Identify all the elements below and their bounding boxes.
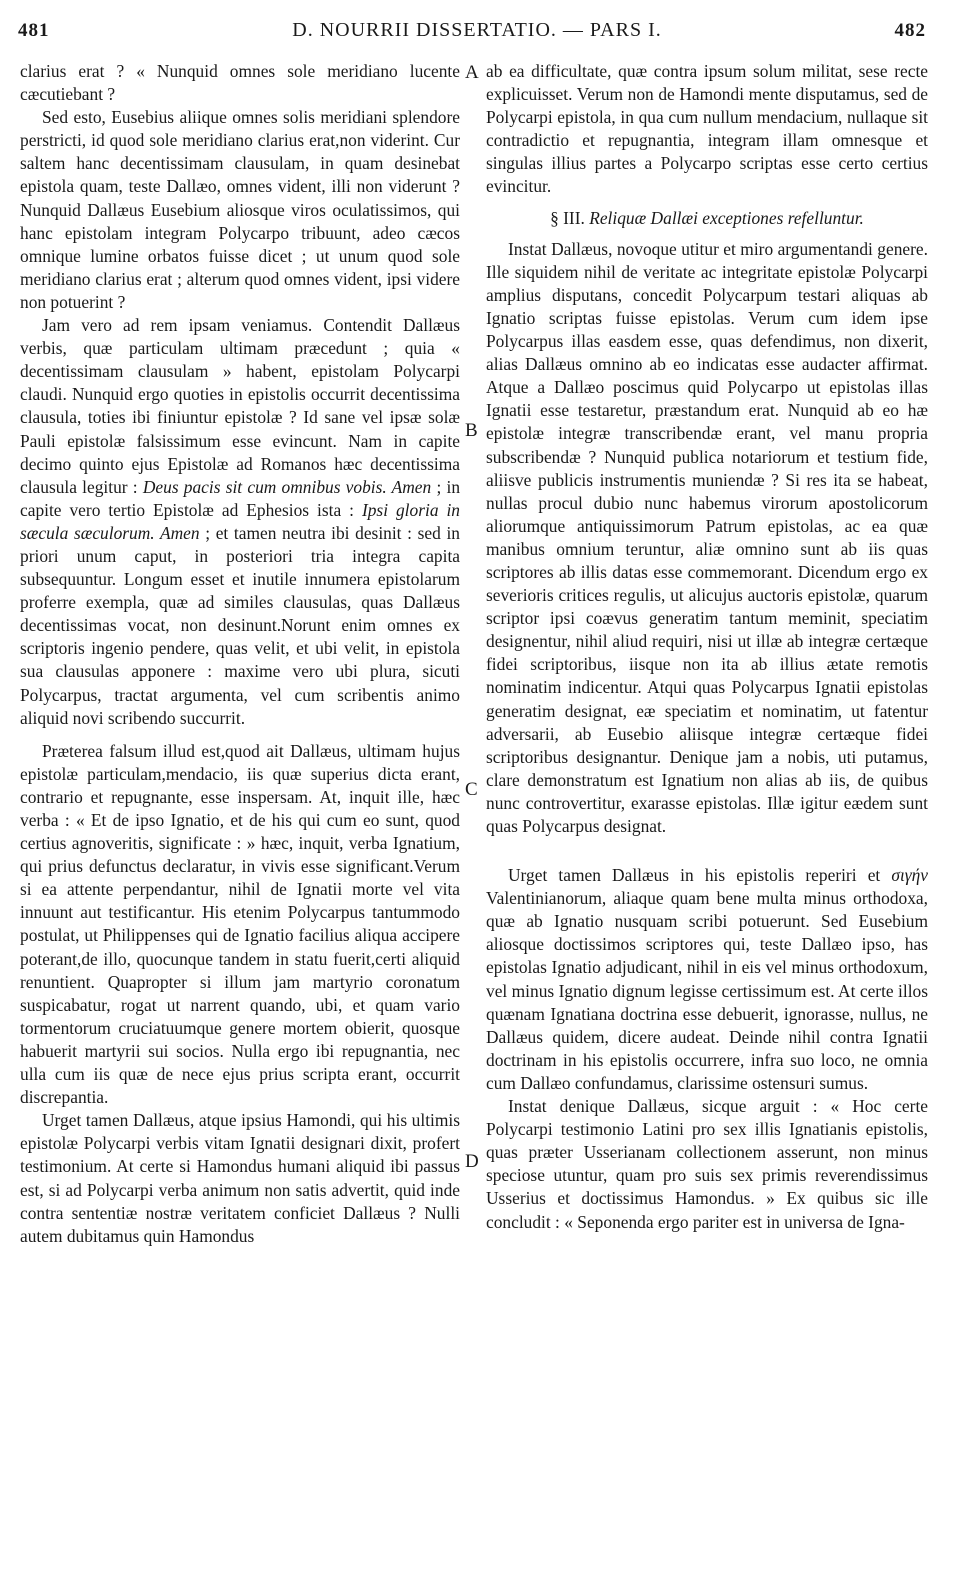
text-run: Valentinianorum, aliaque quam bene multa minus orthodoxa, quæ ab Ignatio nusquam scribi potuerunt. Sed Eusebium aliosque doctissimos scriptores qui, teste Dallæo ipso, has epistolas Ignatio adjudicant, nihil in eis vel minus orthodoxum, vel minus Ignatio dignum legisse certissimum est. At certe illos quænam Ignatiana doctrina esse debuerit, ignorasse, nullus, ne Dallæus quidem, dicere audeat. Deinde nihil contra Ignatii doctrinam in his epistolis occurrere, infra suo loco, ne omnia cum Dallæo confundamus, clarissime ostensuri sumus. xyxy=(486,888,928,1093)
page-header xyxy=(0,0,954,50)
margin-letter-b: B xyxy=(465,420,478,441)
margin-letter-d: D xyxy=(465,1151,479,1172)
right-column xyxy=(486,60,928,1234)
text-run: ; et tamen neutra ibi desinit : sed in priori unum caput, in posteriori tria integra capita subsequuntur. Longum esset et inutile innumera epistolarum proferre exempla, quæ ad similes clausulas, quas Dallæus decentissimas vocat, non desinunt.Norunt enim omnes ex scriptoris ingenio pendere, quas velit, et ubi velit, in epistola sua clausulas apponere : maxime vero ubi plura, sicuti Polycarpus, tractat argumenta, vel cum scribentis animo aliquid novi scribendo succurrit. xyxy=(20,522,461,728)
paragraph xyxy=(20,314,460,730)
paragraph: Instat Dallæus, novoque utitur et miro argumentandi genere. Ille siquidem nihil de veritate ac integritate epistolæ Polycarpi amplius disputans, concedit Polycarpum testari aliquas ab Ignatio scriptas fuisse epistolas. Verum cum idem ipse Polycarpus illas easdem esse, quas defendimus, non dixerit, alias Dallæus omnino ab eo indicatas esse audacter affirmat. Atque a Dallæo poscimus quid Polycarpo ut epistolas illas Ignatii esse testaretur, præstandum erat. Nunquid ab eo hæ epistolæ integræ transcribendæ erant, vel manu propria subscribendæ ? Nunquid publica notariorum et testium fide, aliisve publicis instrumentis muniendæ ? Si res ita se habeat, nullas procul dubio nunc habemus virorum apostolicorum aliorumque antiquissimorum Patrum epistolas, ac ea quæ manibus omnium teruntur, aliæ omnino sunt ab iis quas scriptores ab illis datas esse commemorant. Dicendum ergo ex severioris critices regulis, ut alicujus auctoris epistolæ, quarum scriptor ipsi coævus generatim tantum meminit, speciatim designentur, nihil aliud requiri, nisi ut illæ ab integræ certæque fidei scriptoribus, iisque non ita ab illius ætate remotis nominatim indicentur. Atqui quas Polycarpus Ignatii epistolas generatim designat, eæ speciatim et nominatim, ut fatentur adversarii, ab Eusebio aliisque integræ certæque fidei scriptoribus designantur. Denique jam a nobis, uti putamus, clare demonstratum est Ignatium non alias ab iis, de quibus nunc controvertitur, exarasse epistolas. Illæ igitur eædem sunt quas Polycarpus designat. xyxy=(486,238,928,836)
paragraph: ab ea difficultate, quæ contra ipsum solum militat, sese recte explicuisset. Verum non de Hamondi mente disputamus, sed de Polycarpi epistola, in qua cum nullum mendacium, nullaque sit contradictio et repugnantia, integram illam omnesque et singulas illius partes a Polycarpo scriptas esse certo certius evincitur. xyxy=(486,61,928,197)
section-title: Reliquæ Dallæi exceptiones refelluntur. xyxy=(589,207,864,228)
right-page-number: 482 xyxy=(894,20,926,41)
paragraph: Sed esto, Eusebius aliique omnes solis meridiani splendore perstricti, id quod sole meridiano clarius erat,non viderint. Cur saltem hanc decentissimam clausulam, in quam desinebat epistola quam, teste Dallæo, omnes vident, illi non viderunt ? Nunquid Dallæus Eusebium aliosque viros oculatissimos, qui hanc epistolam integram Polycarpo tribuunt, adeo cæcos omnique lumine orbatos fuisse dicet ; ut unum quod sole meridiano clarius erat ; alterum quod omnes vident, ipsi videre non potuerint ? xyxy=(20,107,460,312)
section-heading xyxy=(486,207,928,230)
paragraph xyxy=(486,864,928,1095)
scripture-quote: Ipsi gloria in sæcula sæculorum. Amen xyxy=(20,499,461,543)
text-run: Urget tamen Dallæus in his epistolis reperiri et xyxy=(508,865,892,886)
margin-letter-a: A xyxy=(465,62,479,83)
paragraph: Urget tamen Dallæus, atque ipsius Hamondi, qui his ultimis epistolæ Polycarpi verbis vitam Ignatii designari dixit, profert testimonium. At certe si Hamondus humani aliquid ibi passus est, si ad Polycarpi verba animum non satis advertit, quid inde contra sententiæ nostræ veritatem conficiet Dallæus ? Nulli autem dubitamus quin Hamondus xyxy=(20,1110,460,1246)
section-number: § III. xyxy=(550,207,585,228)
scripture-quote: Deus pacis sit cum omnibus vobis. Amen xyxy=(142,476,432,497)
paragraph: clarius erat ? « Nunquid omnes sole meridiano lucente cæcutiebant ? xyxy=(20,61,460,105)
margin-letter-c: C xyxy=(465,779,478,800)
paragraph: Præterea falsum illud est,quod ait Dallæus, ultimam hujus epistolæ particulam,mendacio, iis quæ superius dicta erant, contrario et repugnante, esse inspersam. At, inquit ille, hæc verba : « Et de ipso Ignatio, et de his qui cum eo sunt, quod certius agnoveritis, significate : » hæc, inquit, verba Ignatium, qui prius defunctus declaratur, in vivis esse significant.Verum si ea attente perpendantur, nihil de Ignatii morte vel vita innuunt aut testificantur. His etenim Polycarpus tantummodo postulat, ut Philippenses qui de Ignatio facilius aliqua accipere poterant,de illo, quocunque tandem in statu fuerit,certi aliquid renuntient. Quapropter si illum jam martyrio coronatum suspicabatur, rogat ut narrent quando, ubi, et quam vario tormentorum cruciatuumque genere mortem obierit, quosque habuerit martyrii sui socios. Nulla ergo ibi repugnantia, nec ulla cum iis quæ de nece ejus prius scripta erant, occurrit discrepantia. xyxy=(20,740,460,1108)
greek-word: σιγήν xyxy=(891,865,928,886)
left-column xyxy=(20,60,460,1248)
running-title: D. NOURRII DISSERTATIO. — PARS I. xyxy=(292,19,662,41)
text-run: Jam vero ad rem ipsam veniamus. Contendit Dallæus verbis, quæ particulam ultimam præcedunt ; quia « decentissimam clausulam » habent, epistolam Polycarpi claudi. Nunquid ergo quoties in epistolis occurrit decentissima clausula, toties ibi finiuntur epistolæ ? Id sane vel ipsæ solæ Pauli epistolæ falsissimum esse evincunt. Nam in capite decimo quinto ejus Epistolæ ad Romanos hæc decentissima clausula legitur : xyxy=(20,315,460,497)
text-run: ; in capite vero tertio Epistolæ ad Ephesios ista : xyxy=(20,476,461,520)
paragraph: Instat denique Dallæus, sicque arguit : « Hoc certe Polycarpi testimonio Latini pro sex illis Ignatianis epistolis, quas præter Usserianam collectionem asserunt, non minus speciose utuntur, quam pro suis sex primis reverendissimus Usserius et doctissimus Hamondus. » Ex quibus sic ille concludit : « Seponenda ergo pariter est in universa de Igna- xyxy=(486,1096,928,1232)
left-page-number: 481 xyxy=(18,20,50,41)
